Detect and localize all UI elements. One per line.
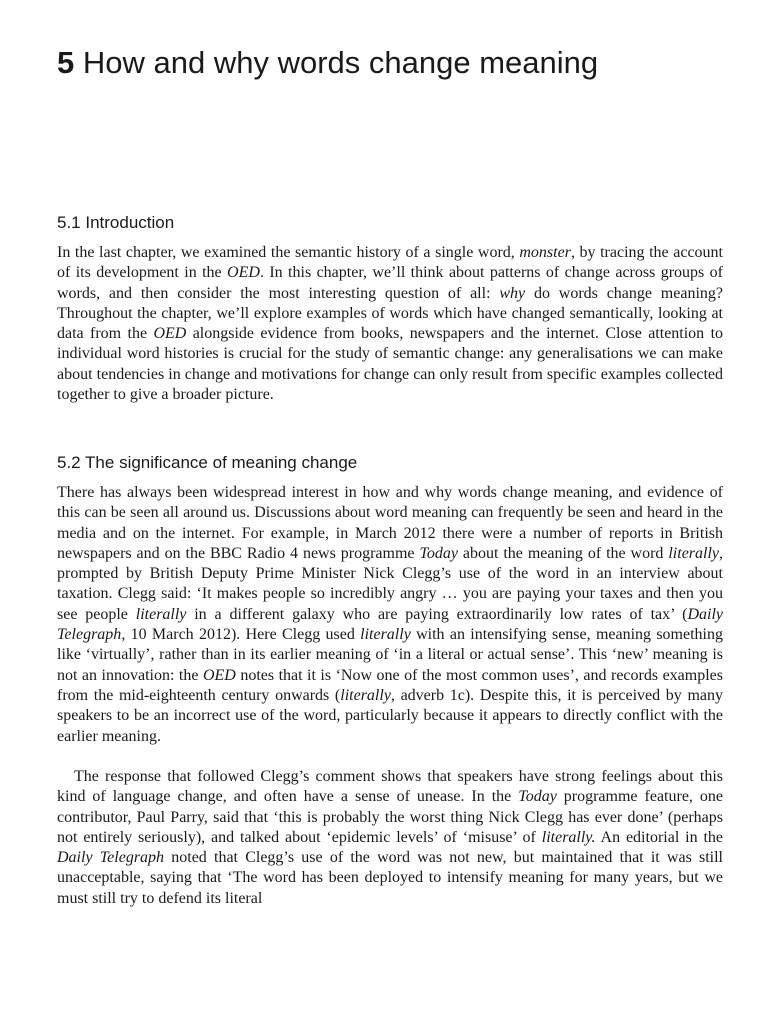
text-run: The response that followed Clegg’s comment shows that speakers have strong feelings about this kind of language change, and often have a sense of unease. In the	[57, 768, 723, 806]
paragraph	[57, 767, 723, 909]
text-run: , by tracing the account of its development in the	[57, 244, 723, 282]
text-run: , 10 March 2012). Here Clegg used	[121, 626, 361, 644]
italic-run: literally.	[541, 828, 596, 846]
italic-run: literally	[668, 544, 720, 562]
italic-run: Daily Telegraph	[57, 605, 724, 644]
italic-run: OED	[227, 264, 260, 282]
italic-run: Today	[419, 544, 458, 562]
chapter-number: 5	[57, 45, 75, 80]
text-run: notes that it is ‘Now one of the most common uses’, and records examples from the mid-eighteenth century onwards (	[57, 666, 724, 704]
text-run: There has always been widespread interest in how and why words change meaning, and evidence of this can be seen all around us. Discussions about word meaning can frequently be seen and heard in the media and on the internet. For example, in March 2012 there were a number of reports in British newspapers and on the BBC Radio 4 news programme	[57, 484, 723, 562]
italic-run: Today	[518, 788, 557, 806]
text-run: with an intensifying sense, meaning something like ‘virtually’, rather than in its earlier meaning of ‘in a literal or actual sense’. This ‘new’ meaning is not an innovation: the	[57, 626, 723, 684]
text-run: An editorial in the	[595, 828, 723, 846]
italic-run: OED	[202, 666, 236, 684]
paragraph	[57, 483, 723, 747]
text-run: . In this chapter, we’ll think about patterns of change across groups of words, and then consider the most interesting question of all:	[57, 264, 724, 302]
italic-run: monster	[519, 244, 571, 261]
text-run: In the last chapter, we examined the semantic history of a single word,	[57, 244, 520, 261]
text-run: , adverb 1c). Despite this, it is perceived by many speakers to be an incorrect use of the word, particularly because it appears to directly conflict with the earlier meaning.	[57, 686, 723, 745]
italic-run: OED	[153, 325, 187, 343]
text-run: in a different galaxy who are paying extraordinarily low rates of tax’ (	[186, 605, 688, 623]
section-heading-introduction: 5.1 Introduction	[57, 213, 175, 232]
text-run: programme feature, one contributor, Paul Parry, said that ‘this is probably the worst thing Nick Clegg has ever done’ (perhaps not entirely seriously), and talked about ‘epidemic levels’ of ‘misuse’ of	[57, 788, 723, 846]
italic-run: why	[499, 284, 526, 302]
italic-run: literally	[340, 686, 391, 704]
chapter-title-text: How and why words change meaning	[82, 45, 599, 80]
paragraph	[57, 243, 723, 405]
chapter-title	[57, 44, 598, 82]
text-run: about the meaning of the word	[457, 544, 669, 562]
section-heading-significance: 5.2 The significance of meaning change	[57, 453, 358, 472]
italic-run: Daily Telegraph	[57, 849, 165, 867]
text-run: alongside evidence from books, newspapers and the internet. Close attention to individual word histories is crucial for the study of semantic change: any generalisations we can make about tendencies in change and motivations for change can only result from specific examples collected together to give a broader picture.	[57, 325, 724, 404]
italic-run: literally	[135, 605, 187, 623]
text-run: do words change meaning? Throughout the chapter, we’ll explore examples of words which have changed semantically, looking at data from the	[57, 284, 724, 343]
text-run: , prompted by British Deputy Prime Minister Nick Clegg’s use of the word in an interview about taxation. Clegg said: ‘It makes people so incredibly angry … you are paying your taxes and then you see people	[57, 544, 724, 623]
text-run: noted that Clegg’s use of the word was not new, but maintained that it was still unacceptable, saying that ‘The word has been deployed to intensify meaning for many years, but we must still try to defend its literal	[57, 849, 724, 907]
italic-run: literally	[360, 626, 411, 644]
